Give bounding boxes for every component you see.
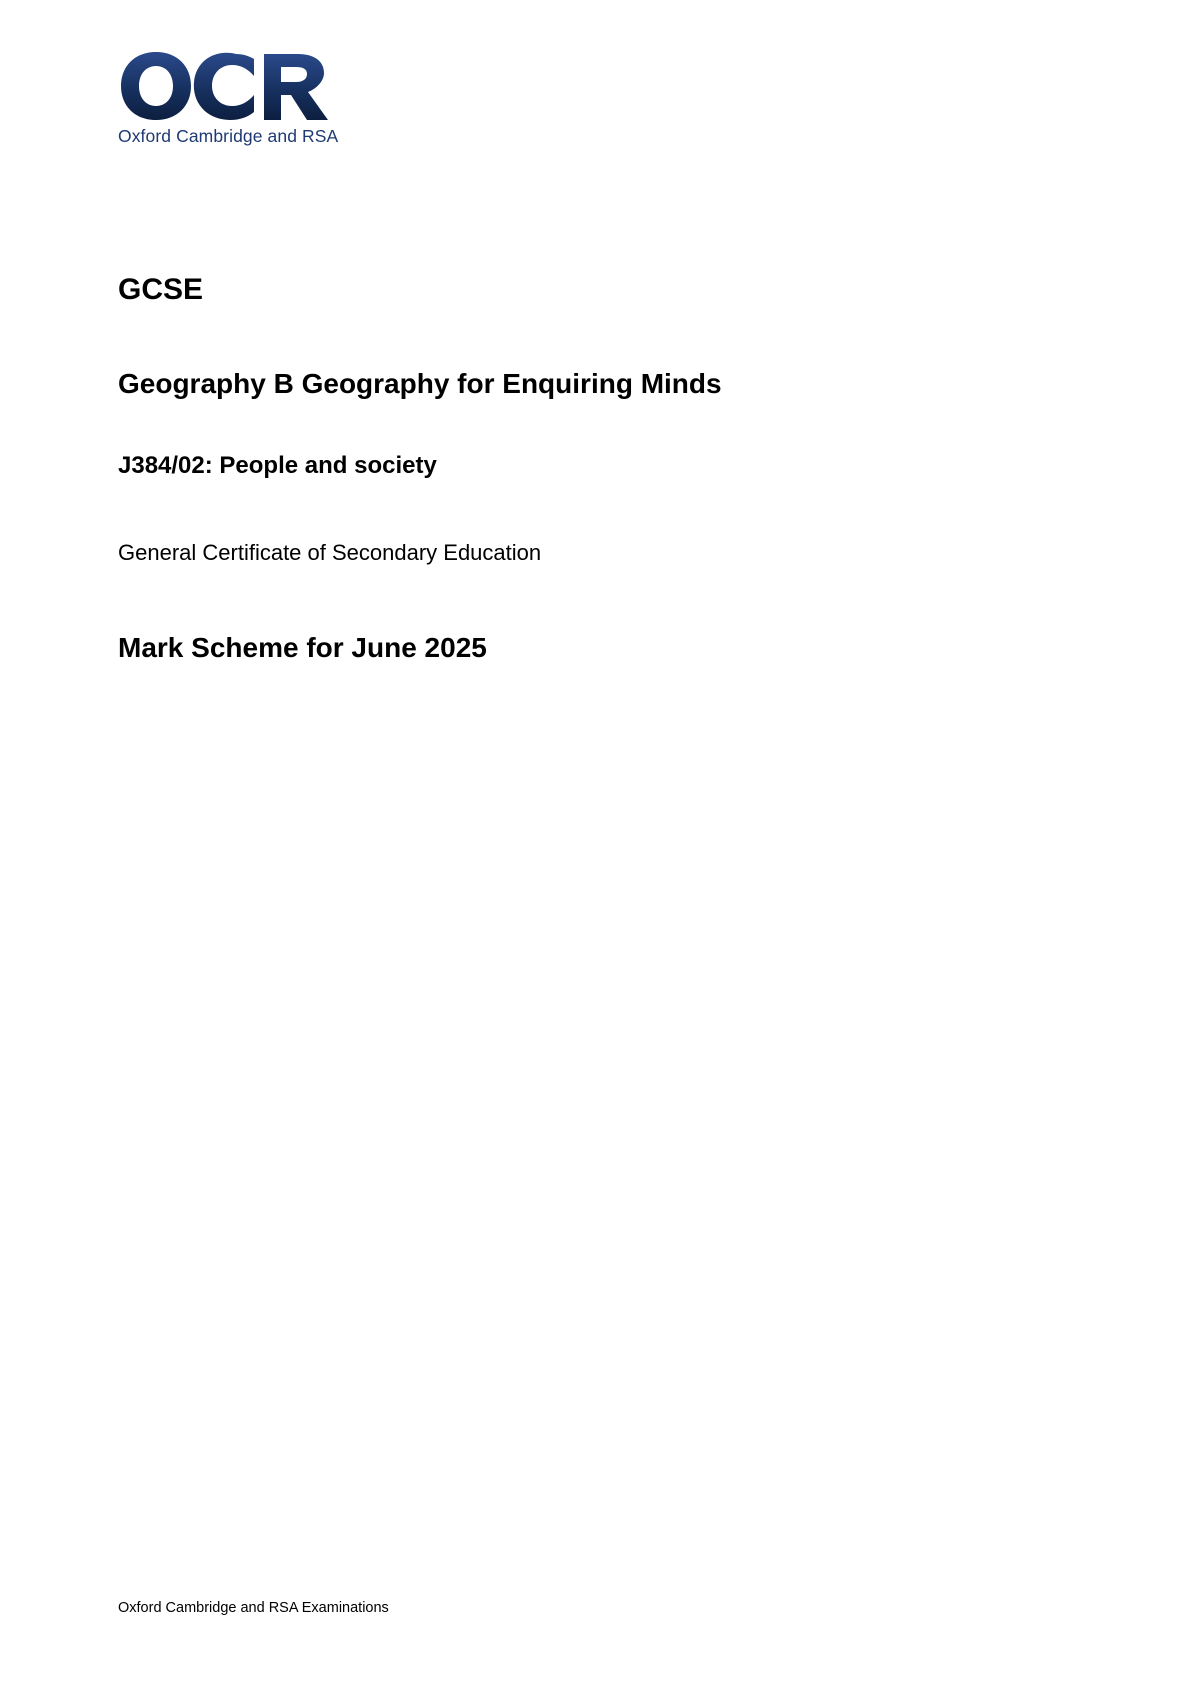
title-block: [118, 272, 1078, 665]
subject-title: Geography B Geography for Enquiring Minds: [118, 368, 722, 399]
unit-code: J384/02: People and society: [118, 452, 437, 479]
document-type: Mark Scheme for June 2025: [118, 631, 487, 663]
ocr-logo: [118, 50, 348, 147]
page-footer: Oxford Cambridge and RSA Examinations: [118, 1600, 389, 1617]
ocr-logo-tagline: Oxford Cambridge and RSA: [118, 126, 339, 146]
qualification-full-name: General Certificate of Secondary Education: [118, 540, 542, 565]
ocr-logo-icon: [118, 50, 333, 122]
qualification-level: GCSE: [118, 273, 204, 306]
